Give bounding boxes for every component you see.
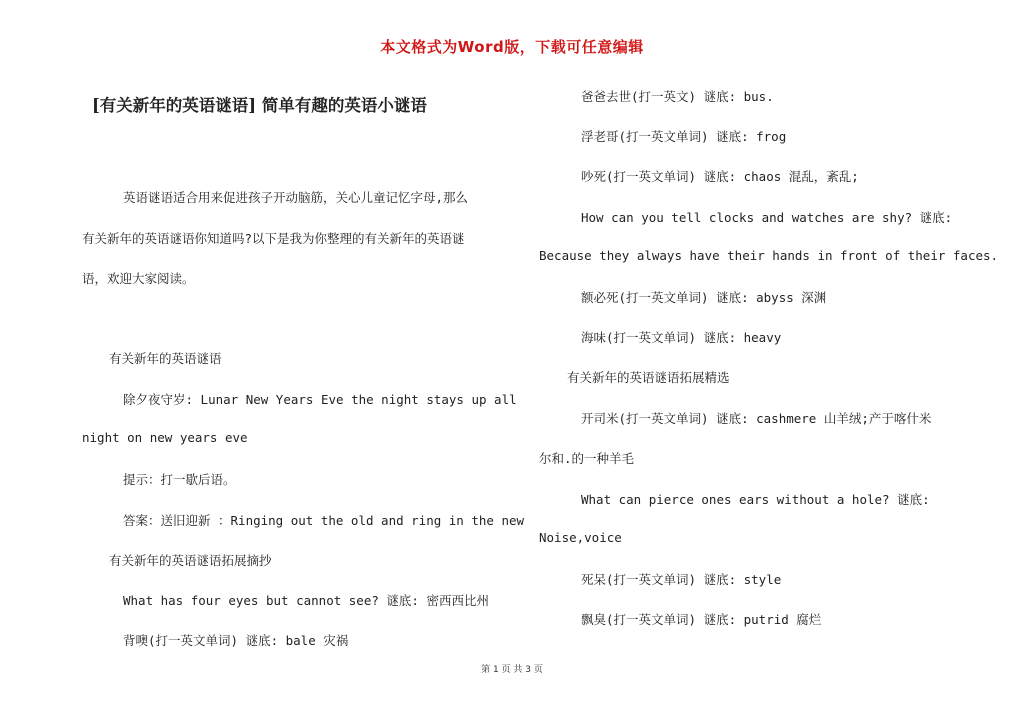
page-number: 第 1 页 共 3 页 [481,665,543,675]
right-riddle-8-line-2: Noise,voice [539,530,622,545]
right-riddle-1: 爸爸去世(打一英文) 谜底: bus. [581,89,774,104]
section-heading-2: 有关新年的英语谜语拓展摘抄 [109,553,272,568]
right-riddle-10: 飘臭(打一英文单词) 谜底: putrid 腐烂 [581,612,822,627]
right-riddle-3: 吵死(打一英文单词) 谜底: chaos 混乱，紊乱; [581,169,859,184]
riddle-1-line-1: 除夕夜守岁: Lunar New Years Eve the night stays up all [123,392,517,407]
section-heading-3: 有关新年的英语谜语拓展精选 [567,370,730,385]
page-title: [有关新年的英语谜语] 简单有趣的英语小谜语 [92,96,427,115]
right-riddle-4-line-2: Because they always have their hands in front of their faces. [539,248,999,263]
right-riddle-8-line-1: What can pierce ones ears without a hole? 谜底: [581,492,930,507]
riddle-3: 背噢(打一英文单词) 谜底: bale 灾祸 [123,633,349,648]
riddle-2: What has four eyes but cannot see? 谜底: 密西西比州 [123,593,489,608]
riddle-1-line-2: night on new years eve [82,430,248,445]
right-riddle-7-line-1: 开司米(打一英文单词) 谜底: cashmere 山羊绒;产于喀什米 [581,411,932,426]
right-riddle-4-line-1: How can you tell clocks and watches are shy? 谜底: [581,210,953,225]
intro-line-2: 有关新年的英语谜语你知道吗?以下是我为你整理的有关新年的英语谜 [82,231,465,246]
intro-line-1: 英语谜语适合用来促进孩子开动脑筋，关心儿童记忆字母,那么 [123,190,469,205]
right-riddle-7-line-2: 尔和.的一种羊毛 [539,451,635,466]
intro-line-3: 语，欢迎大家阅读。 [82,271,195,286]
riddle-hint: 提示：打一歇后语。 [123,472,236,487]
right-riddle-6: 海味(打一英文单词) 谜底: heavy [581,330,782,345]
right-riddle-2: 浮老哥(打一英文单词) 谜底: frog [581,129,787,144]
riddle-answer: 答案：送旧迎新 ：Ringing out the old and ring in the new [123,513,525,528]
download-banner: 本文格式为Word版，下载可任意编辑 [380,38,644,56]
section-heading-1: 有关新年的英语谜语 [109,351,222,366]
right-riddle-9: 死呆(打一英文单词) 谜底: style [581,572,782,587]
right-riddle-5: 额必死(打一英文单词) 谜底: abyss 深渊 [581,290,827,305]
